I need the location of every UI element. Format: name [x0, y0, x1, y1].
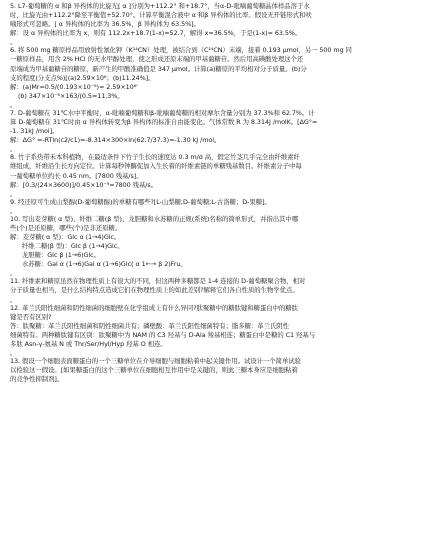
problem-12 [10, 304, 422, 349]
problem-line: 时，比旋光由+112.2°降至平衡值+52.70°。计算平衡混合液中 α 和β 异构体的比率。假设无开链形式和呋 [10, 11, 312, 20]
problem-line: 13. 假设一个细胞表面糖蛋白的一个三糖单位在介导细胞与细胞粘着中起关键作用。试设计一个简单试验 [10, 357, 301, 365]
problem-10 [10, 215, 422, 270]
separator-mark: 。 [10, 269, 17, 278]
solution-line: 解：ΔG° =-RTln(c2/c1)=-8.314×300×ln(62.7/37.3)=-1.30 kJ /mol。 [10, 136, 221, 145]
answer-line: 细菌特有。两种糖肽键有区别：肽聚糖中为 NAM 的 C3 羟基与 D-Ala 羧基相连；糖蛋白中是糖的 C1 羟基与 [10, 330, 316, 339]
problem-line: 分子质量也相当，是什么结构特点造成它们在物理性质上的如此差别?解释它们各自性质的生物学优点。 [10, 286, 299, 295]
problem-7 [10, 109, 422, 145]
solution-line: 解：麦芽糖( α 型)：Glc α (1→4)Glc。 [10, 232, 121, 241]
problem-8 [10, 153, 422, 189]
separator-mark: 。 [10, 145, 17, 154]
problem-line: 12. 革兰氏阳性细菌和阴性细菌的细胞壁在化学组成上有什么异同?肽聚糖中的糖肽键和糖蛋白中的糖肽 [10, 303, 298, 312]
problem-line: -1. 31kJ /mol]。 [10, 127, 59, 136]
solution-line: 水苏糖：Gal α (1→6)Gal α (1→6)Glc( α 1←→ β 2)Fru。 [10, 260, 187, 269]
problem-line: 的竞争性抑制剂]。 [10, 375, 64, 384]
solution-line: 纤维二糖(β 型)：Glc β (1→4)Glc。 [10, 242, 124, 251]
solution-line: 龙胆糖：Glc β (1→6)Glc。 [10, 251, 100, 260]
separator-mark: 。 [10, 100, 17, 109]
answer-line: 多肽 Asn-γ-氨基 N 或 Thr/Ser/Hyl/Hyp 羟基 O 相连。 [10, 339, 167, 348]
problem-line: 些(个)是还原糖，哪些(个)是非还原糖。 [10, 223, 122, 232]
problem-6 [10, 46, 422, 101]
separator-mark: 。 [10, 295, 17, 304]
problem-9 [10, 198, 422, 207]
problem-11 [10, 277, 422, 295]
solution-line: 解：[0.3/(24×3600)]/0.45×10⁻⁹=7800 残基/s。 [10, 180, 158, 189]
problem-13 [10, 357, 422, 384]
solution-line: 解：设 α 异构体的比率为 x，则有 112.2x+18.7(1-x)=52.7，解得 x=36.5%，于是(1-x)= 63.5%。 [10, 29, 302, 38]
problem-line: 5. L7-葡萄糖的 α 和β 异构体的比旋光[ α ]分别为+112.2° 和+18.7°，当α-D-吡喃葡萄糖晶体样品溶于水 [10, 2, 310, 10]
solution-line: 解：(a)Mr=0.5/(0.193×10⁻⁶)= 2.59×10⁶' [10, 82, 138, 91]
problem-line: 维组成，纤维沿生长方向定位。计算每秒钟酶促加入生长着的纤维素链的单糖残基数目。纤维素分子中每 [10, 162, 302, 171]
problem-line: 一糖原样品，用含 2% HCl 的无水甲醇处理，使之形成还原末端的甲基葡糖苷。然后用高碘酸处理这个还 [10, 55, 304, 64]
problem-5 [10, 2, 422, 38]
solution-line: (b) 347×10⁻⁶×163/(0.5=11.3%。 [10, 91, 124, 100]
problem-line: 6. 将 500 mg 糖原样品用放射性氰化钾（K¹⁴CN）处理，被结合到（C¹⁴CN）末端，接着 0.193 μmol，另一 500 mg 同 [10, 46, 352, 55]
problem-line: 算 D-葡萄糖在 31℃时由 α 异构体转变为β 异构体的标准自由能变化。气体常数 R 为 8.314J /molK。[ΔG°= [10, 118, 318, 127]
problem-line: 支的程度(分支点%)[(a)2.59×10⁶；(b)11.24%]。 [10, 73, 155, 82]
answer-line: 答：肽聚糖：革兰氏阳性细菌和阴性细菌共有；磷壁酸：革兰氏阳性细菌特有；脂多糖：革兰氏阴性 [10, 321, 289, 330]
problem-line: 键是否有区别? [10, 312, 52, 321]
problem-line: 11. 纤维素和糖原虽然在物理性质上有很大的不同，但这两种多糖都是 1-4 连接的 D-葡萄糖聚合物，相对 [10, 277, 306, 286]
separator-mark: 。 [10, 189, 17, 198]
problem-line: 10. 写出麦芽糖( α 型)、纤维二糖(β 型)、龙胆糖和水苏糖的正规(系统)名称的简单形式，并指出其中哪 [10, 214, 299, 223]
separator-mark: 。 [10, 38, 17, 47]
separator-mark: 。 [10, 349, 17, 357]
problem-line: 以检验这一假设。[如果糖蛋白的这个三糖单位在细胞相互作用中是关键的，则此三糖本身应是细胞粘着 [10, 366, 298, 375]
separator-mark: 。 [10, 206, 17, 215]
problem-line: 一葡萄糖单位约长 0.45 nm。[7800 残基/s]。 [10, 171, 143, 180]
problem-line: 8. 竹子系热带禾本科植物，在最适条件下竹子生长的速度达 0.3 m/d 高，假定竹茎几乎完全由纤维素纤 [10, 153, 300, 162]
problem-line: 9. 经还原可生成山梨醇(D-葡萄糖醇)的单糖有哪些?[L-山梨糖;D-葡萄糖;L-古洛糖；D-果糖]。 [10, 197, 271, 206]
problem-line: 原端成为甲基葡糖苷的糖原，新产生的甲酸准确值是 347 μmol。计算(a)糖原的平均相对分子质量。(b)分 [10, 64, 307, 73]
problem-line: 7. D-葡萄糖在 31℃水中平衡时，α-吡喃葡萄糖和β-吡喃葡萄糖的相对摩尔含量分别为 37.3%和 62.7%。计 [10, 108, 315, 117]
problem-line: 喃形式可忽略。[ α 异构体的比率为 36.5%，β 异构体为 63.5%]。 [10, 20, 200, 29]
